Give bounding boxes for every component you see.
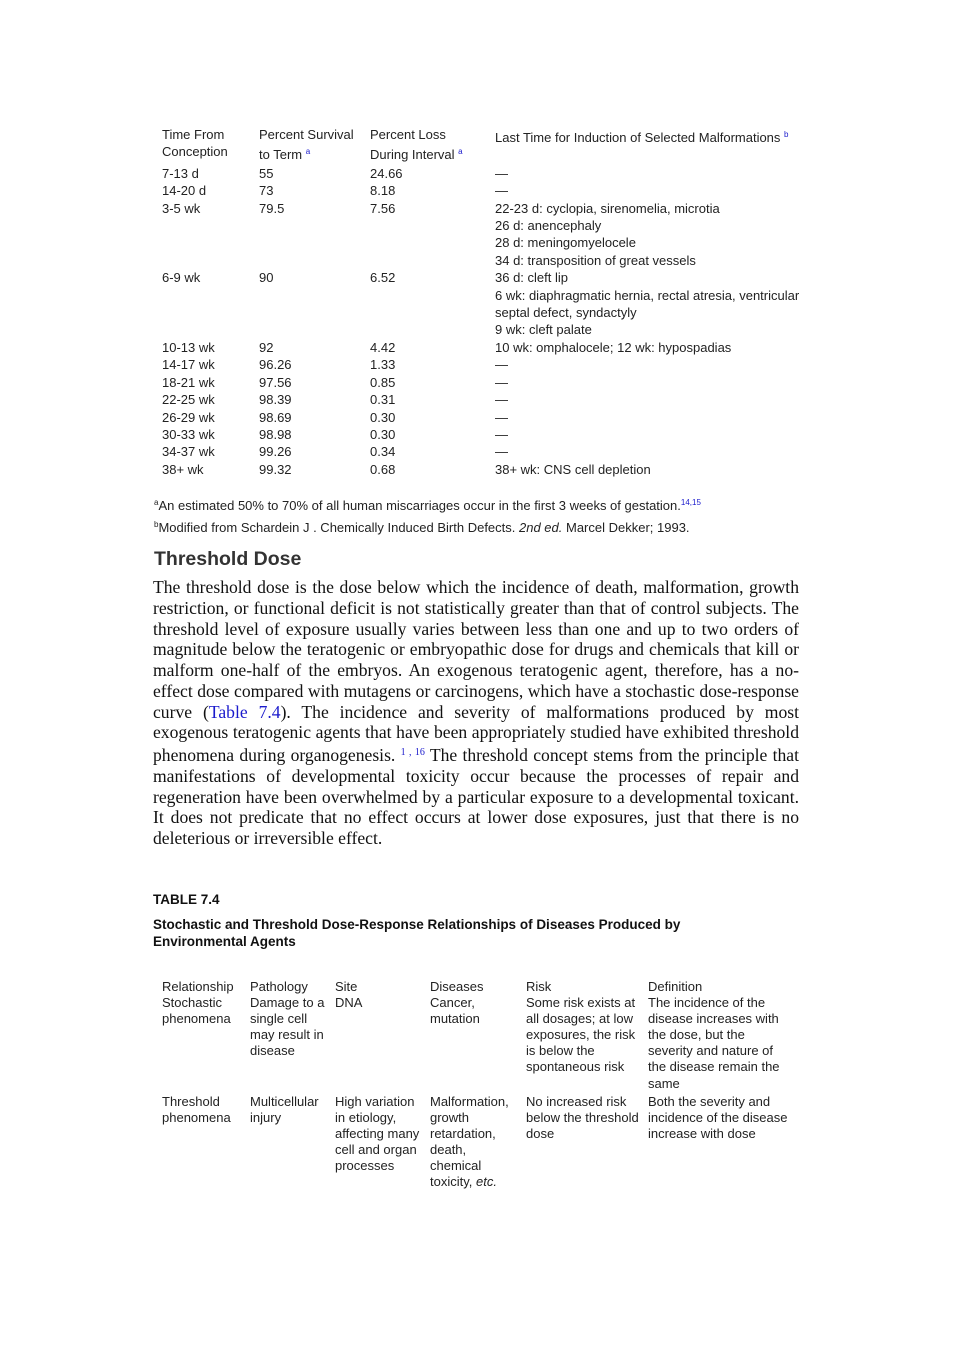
survival-cell: 98.39 xyxy=(259,392,292,408)
definition-cell: The incidence of the disease increases with the dose, but the severity and nature of the disease remain the same xyxy=(648,995,780,1091)
loss-cell: 4.42 xyxy=(370,339,396,355)
table-footnotes xyxy=(154,493,701,537)
reference-link[interactable]: 14,15 xyxy=(680,498,701,507)
column-header: Relationship xyxy=(162,979,234,994)
malformation-line: — xyxy=(495,409,508,425)
survival-cell: 55 xyxy=(259,165,274,181)
malformation-timing-table xyxy=(158,126,809,478)
malformation-line: — xyxy=(495,165,508,181)
survival-cell: 73 xyxy=(259,183,274,199)
table-row xyxy=(158,339,809,356)
table-title: Stochastic and Threshold Dose-Response Relationships of Diseases Produced by Environmental Agents xyxy=(153,917,681,949)
column-header: Percent Loss During Interval $^a$ xyxy=(370,127,463,163)
table-row xyxy=(158,995,794,1092)
table-body xyxy=(158,165,809,478)
malformations-cell xyxy=(491,409,809,426)
loss-cell: 0.31 xyxy=(370,392,396,408)
relationship-cell: Stochastic phenomena xyxy=(162,995,231,1027)
column-header: Time From Conception xyxy=(162,127,228,160)
loss-cell: 0.30 xyxy=(370,409,396,425)
loss-cell: 0.68 xyxy=(370,461,396,477)
survival-cell: 98.98 xyxy=(259,426,292,442)
diseases-cell: Cancer, mutation xyxy=(430,995,480,1027)
definition-cell: Both the severity and incidence of the disease increase with dose xyxy=(648,1093,788,1141)
malformation-line: 28 d: meningomyelocele xyxy=(495,235,636,251)
dose-response-table xyxy=(158,979,794,1190)
malformations-cell xyxy=(491,165,809,182)
column-header: Risk xyxy=(526,979,552,994)
time-cell: 14-17 wk xyxy=(162,357,215,373)
loss-cell: 6.52 xyxy=(370,270,396,286)
malformation-line: 36 d: cleft lip xyxy=(495,270,568,286)
section-heading: Threshold Dose xyxy=(154,548,302,570)
table-row xyxy=(158,443,809,460)
table-row xyxy=(158,374,809,391)
malformations-cell xyxy=(491,391,809,408)
footnote-marker: b xyxy=(784,130,789,139)
time-cell: 10-13 wk xyxy=(162,339,215,355)
pathology-cell: Damage to a single cell may result in disease xyxy=(250,995,325,1059)
malformations-cell xyxy=(491,182,809,199)
malformation-line: — xyxy=(495,374,508,390)
table-header-row xyxy=(158,126,809,165)
time-cell: 26-29 wk xyxy=(162,409,215,425)
diseases-cell: Malformation, growth retardation, death, chemical toxicity, etc. xyxy=(430,1093,509,1190)
relationship-cell: Threshold phenomena xyxy=(162,1093,231,1125)
loss-cell: 24.66 xyxy=(370,165,403,181)
body-paragraph: The threshold dose is the dose below which the incidence of death, malformation, growth restriction, or functional deficit is not statistically greater than that of control subjects. The threshold level of exposure usually varies between less than one and up to two orders of magnitude below the teratogenic or embryopathic dose for drugs and chemicals that kill or malform one-half of the embryos. An exogenous teratogenic agent, therefore, has a no-effect dose compared with mutagens or carcinogens, which have a stochastic dose-response curve (Table 7.4). The incidence and severity of malformations produced by most exogenous teratogenic agents that have been appropriately studied have exhibited threshold phenomena during organogenesis. $^{1 , 16}$ The threshold concept stems from the principle that manifestations of developmental toxicity occur because the processes of repair and regeneration have been overwhelmed by a particular exposure to a developmental toxicant. It does not predicate that no effect occurs at lower dose exposures, just that there is no deleterious or irreversible effect. xyxy=(153,577,800,848)
table-row xyxy=(158,269,809,339)
column-header: Diseases xyxy=(430,979,484,994)
time-cell: 22-25 wk xyxy=(162,392,215,408)
malformation-line: 10 wk: omphalocele; 12 wk: hypospadias xyxy=(495,339,732,355)
time-cell: 38+ wk xyxy=(162,461,204,477)
footnote-marker: a xyxy=(305,147,311,157)
loss-cell: 1.33 xyxy=(370,357,396,373)
loss-cell: 8.18 xyxy=(370,183,396,199)
table-row xyxy=(158,391,809,408)
survival-cell: 96.26 xyxy=(259,357,292,373)
pathology-cell: Multicellular injury xyxy=(250,1093,319,1125)
malformation-line: 22-23 d: cyclopia, sirenomelia, microtia xyxy=(495,200,720,216)
risk-cell: No increased risk below the threshold dose xyxy=(526,1093,639,1141)
loss-cell: 7.56 xyxy=(370,200,396,216)
table-row xyxy=(158,356,809,373)
column-header: Last Time for Induction of Selected Malformations $^b$ xyxy=(495,130,789,145)
column-header: Site xyxy=(335,979,358,994)
column-header: Pathology xyxy=(250,979,308,994)
malformation-line: 9 wk: cleft palate xyxy=(495,322,592,338)
malformations-cell xyxy=(491,374,809,391)
time-cell: 7-13 d xyxy=(162,165,199,181)
footnote-marker: a xyxy=(458,147,463,157)
malformations-cell xyxy=(491,426,809,443)
malformations-cell xyxy=(491,461,809,478)
malformation-line: — xyxy=(495,426,508,442)
survival-cell: 92 xyxy=(259,339,274,355)
risk-cell: Some risk exists at all dosages; at low exposures, the risk is below the spontaneous risk xyxy=(526,995,636,1075)
survival-cell: 97.56 xyxy=(259,374,292,390)
site-cell: DNA xyxy=(335,995,363,1011)
malformations-cell xyxy=(491,200,809,270)
malformation-line: — xyxy=(495,444,508,460)
table-row xyxy=(158,1092,794,1191)
malformation-line: 26 d: anencephaly xyxy=(495,218,602,234)
malformation-line: 34 d: transposition of great vessels xyxy=(495,252,696,268)
footnote-a: $^a$An estimated 50% to 70% of all human miscarriages occur in the first 3 weeks of gestation.$^{14,15}$ xyxy=(154,498,701,513)
malformation-line: — xyxy=(495,392,508,408)
column-header: Definition xyxy=(648,979,703,994)
table-row xyxy=(158,461,809,478)
time-cell: 6-9 wk xyxy=(162,270,201,286)
table-header-row xyxy=(158,979,794,995)
table-row xyxy=(158,426,809,443)
time-cell: 3-5 wk xyxy=(162,200,201,216)
survival-cell: 90 xyxy=(259,270,274,286)
site-cell: High variation in etiology, affecting many cell and organ processes xyxy=(335,1093,420,1174)
table-row xyxy=(158,409,809,426)
malformation-line: 6 wk: diaphragmatic hernia, rectal atresia, ventricular septal defect, syndactyly xyxy=(495,287,800,321)
reference-link[interactable]: 1 , 16 xyxy=(400,747,425,758)
survival-cell: 99.32 xyxy=(259,461,292,477)
column-header: Percent Survival to Term $^a$ xyxy=(259,127,354,163)
malformations-cell xyxy=(491,339,809,356)
table-row xyxy=(158,165,809,182)
malformations-cell xyxy=(491,443,809,460)
survival-cell: 79.5 xyxy=(259,200,285,216)
table-reference-link[interactable]: Table 7.4 xyxy=(208,701,281,722)
table-row xyxy=(158,182,809,199)
time-cell: 18-21 wk xyxy=(162,374,215,390)
malformations-cell xyxy=(491,356,809,373)
time-cell: 14-20 d xyxy=(162,183,207,199)
footnote-b: $^b$Modified from Schardein J . Chemically Induced Birth Defects. 2nd ed. Marcel Dekker; 1993. xyxy=(154,520,690,535)
survival-cell: 99.26 xyxy=(259,444,292,460)
table-row xyxy=(158,200,809,270)
time-cell: 34-37 wk xyxy=(162,444,215,460)
table-label: TABLE 7.4 xyxy=(153,892,220,907)
malformation-line: — xyxy=(495,183,508,199)
time-cell: 30-33 wk xyxy=(162,426,215,442)
malformation-line: 38+ wk: CNS cell depletion xyxy=(495,461,651,477)
loss-cell: 0.85 xyxy=(370,374,396,390)
table-body xyxy=(158,995,794,1190)
malformations-cell xyxy=(491,269,809,339)
survival-cell: 98.69 xyxy=(259,409,292,425)
loss-cell: 0.34 xyxy=(370,444,396,460)
loss-cell: 0.30 xyxy=(370,426,396,442)
malformation-line: — xyxy=(495,357,508,373)
